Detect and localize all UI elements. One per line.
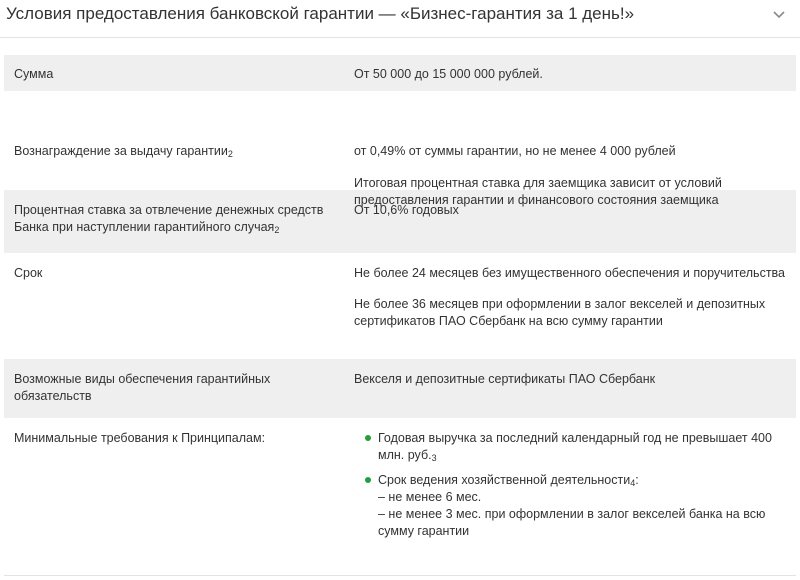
conditions-table xyxy=(4,55,796,568)
table-row xyxy=(4,253,796,359)
list-item: Годовая выручка за последний календарный год не превышает 400 млн. $руб._3$ xyxy=(364,430,788,464)
table-row xyxy=(4,55,796,91)
footnote-mark[interactable]: 2 xyxy=(227,149,233,159)
table-row xyxy=(4,359,796,418)
row-value xyxy=(352,430,796,568)
row-label: Срок xyxy=(14,266,43,280)
section-title: Условия предоставления банковской гарантии — «Бизнес-гарантия за 1 день!» xyxy=(6,4,635,23)
footnote-mark[interactable]: 2 xyxy=(274,225,280,235)
bullet-icon xyxy=(365,435,371,441)
row-label: Процентная ставка за отвлечение денежных средств Банка при наступлении гарантийного случая$_2$ xyxy=(14,203,324,235)
bullet-icon xyxy=(365,477,371,483)
row-value: От 10,6% годовых xyxy=(354,203,459,217)
row-label: Сумма xyxy=(14,67,54,81)
bottom-divider xyxy=(4,575,796,576)
sub-line: – не менее 6 мес. xyxy=(378,490,482,504)
table-row xyxy=(4,91,796,207)
row-label: Возможные виды обеспечения гарантийных обязательств xyxy=(14,372,271,403)
row-label: Вознаграждение за выдачу гарантии$_2$ xyxy=(14,144,233,159)
row-label: Минимальные требования к Принципалам: xyxy=(14,431,266,445)
requirements-list xyxy=(364,430,788,540)
section-header[interactable] xyxy=(0,0,800,38)
sub-line: – не менее 3 мес. при оформлении в залог векселей банка на всю сумму гарантии xyxy=(378,507,766,538)
row-value: От 50 000 до 15 000 000 рублей. xyxy=(354,67,543,81)
footnote-mark[interactable]: 4 xyxy=(630,478,636,488)
row-value: Не более 24 месяцев без имущественного обеспечения и поручительства Не более 36 месяцев при оформлении в залог векселей и депозитных сертификатов ПАО Сбербанк на всю сумму гарантии xyxy=(354,266,785,328)
footnote-mark[interactable]: 3 xyxy=(431,453,437,463)
row-value: от 0,49% от суммы гарантии, но не менее 4 000 рублей Итоговая процентная ставка для заемщика зависит от условий предоставления гарантии и финансового состояния заемщика xyxy=(354,144,722,207)
list-item: Срок ведения хозяйственной деятельности$_4$: – не менее 6 мес. – не менее 3 мес. при оформлении в залог векселей банка на всю сумму гарантии xyxy=(364,472,788,540)
row-value: Векселя и депозитные сертификаты ПАО Сбербанк xyxy=(354,372,656,386)
table-row xyxy=(4,418,796,568)
chevron-down-icon[interactable] xyxy=(772,10,786,20)
